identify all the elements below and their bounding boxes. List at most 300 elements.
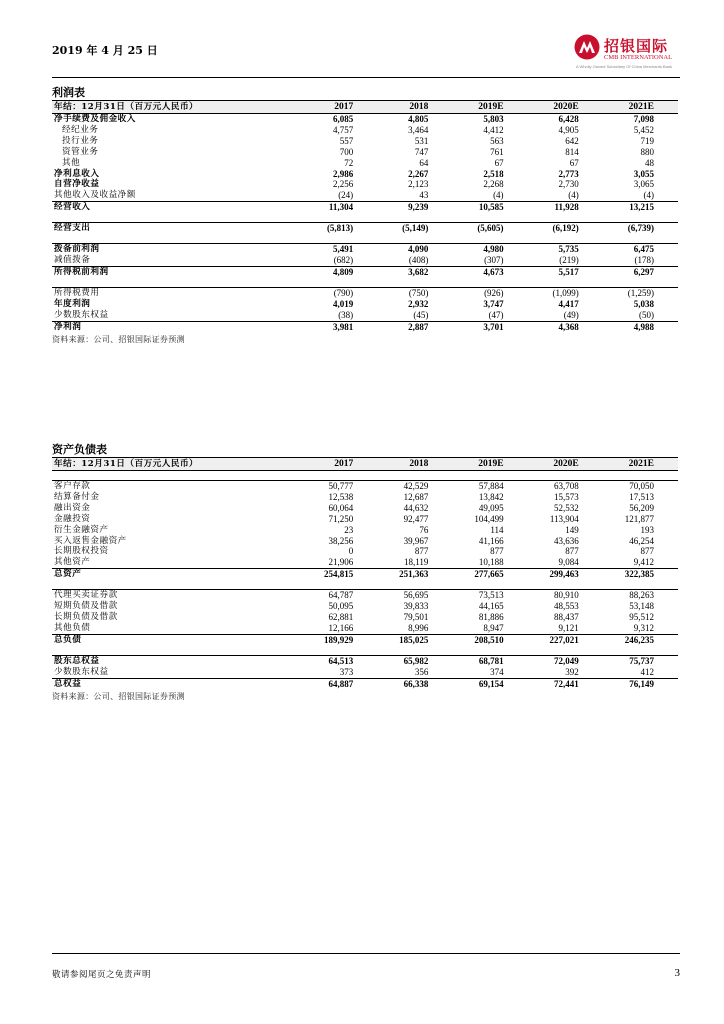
balance-sheet-section: [52, 441, 678, 702]
value-cell: 62,881: [328, 611, 354, 622]
value-cell: 92,477: [403, 513, 429, 524]
value-cell: 277,665: [452, 569, 527, 580]
value-cell: 113,904: [549, 513, 579, 524]
value-cell: 44,632: [403, 502, 429, 513]
value-cell: 81,886: [478, 611, 504, 622]
table-row: [52, 299, 678, 310]
value-cell: (6,739): [603, 223, 678, 234]
value-cell: 18,119: [403, 557, 429, 568]
row-label: 自营净收益: [54, 179, 100, 190]
spacer-cell: [528, 646, 603, 656]
page-number: 3: [674, 967, 680, 979]
spacer-cell: [377, 580, 452, 590]
table-row: [52, 514, 678, 525]
table-row: [52, 525, 678, 536]
row-label: 融出资金: [54, 502, 91, 513]
row-label: 结算备付金: [54, 491, 100, 502]
value-cell: 877: [414, 546, 429, 557]
row-label: 总资产: [52, 569, 302, 580]
value-cell: 412: [640, 666, 654, 677]
value-cell: 2,773: [558, 168, 579, 179]
spacer-cell: [52, 471, 302, 481]
value-cell: (926): [452, 287, 527, 298]
value-cell: 114: [490, 524, 504, 535]
row-label: 净利息收入: [54, 168, 100, 179]
value-cell: 2,932: [408, 298, 429, 309]
spacer-cell: [52, 580, 302, 590]
value-cell: 12,538: [328, 491, 354, 502]
value-cell: 2,887: [377, 321, 452, 332]
value-cell: 41,166: [478, 535, 504, 546]
table-row: [52, 287, 678, 298]
value-cell: 392: [565, 666, 579, 677]
value-cell: (178): [634, 254, 654, 265]
spacer-row: [52, 213, 678, 223]
spacer-cell: [528, 213, 603, 223]
value-cell: (219): [559, 254, 579, 265]
year-header: 2020E: [528, 458, 603, 471]
value-cell: 246,235: [603, 634, 678, 645]
value-cell: 64,787: [302, 590, 377, 601]
value-cell: 356: [414, 666, 429, 677]
value-cell: 3,464: [408, 124, 429, 135]
value-cell: 23: [344, 524, 354, 535]
table-row: [52, 321, 678, 332]
value-cell: 4,805: [377, 114, 452, 125]
spacer-cell: [302, 471, 377, 481]
table-row: [52, 179, 678, 190]
spacer-cell: [603, 646, 678, 656]
value-cell: 5,517: [528, 266, 603, 277]
row-label: 其他: [62, 157, 81, 168]
value-cell: 299,463: [528, 569, 603, 580]
period-label: 年结：12月31日（百万元人民币）: [52, 101, 302, 114]
row-label: 经纪业务: [62, 124, 99, 135]
spacer-cell: [603, 580, 678, 590]
spacer-cell: [528, 580, 603, 590]
spacer-cell: [377, 646, 452, 656]
value-cell: 531: [414, 135, 429, 146]
value-cell: (38): [338, 309, 354, 320]
value-cell: 53,148: [629, 601, 654, 612]
year-header: 2021E: [603, 101, 678, 114]
value-cell: 6,475: [603, 244, 678, 255]
spacer-cell: [452, 646, 527, 656]
value-cell: 72: [344, 157, 354, 168]
table-row: [52, 136, 678, 147]
spacer-cell: [603, 213, 678, 223]
value-cell: 64: [419, 157, 429, 168]
value-cell: 877: [565, 546, 579, 557]
value-cell: 563: [490, 135, 504, 146]
value-cell: 8,947: [483, 622, 504, 633]
value-cell: 4,905: [558, 124, 579, 135]
value-cell: 6,085: [302, 114, 377, 125]
table-row: [52, 557, 678, 568]
period-label: 年结：12月31日（百万元人民币）: [52, 458, 302, 471]
value-cell: 88,263: [603, 590, 678, 601]
value-cell: (24): [338, 190, 354, 201]
value-cell: 79,501: [403, 611, 429, 622]
logo-tagline: A Wholly Owned Subsidiary Of China Merchants Bank: [576, 64, 673, 69]
value-cell: 69,154: [452, 678, 527, 689]
value-cell: 67: [494, 157, 504, 168]
value-cell: 2,268: [483, 179, 504, 190]
footer-divider: [52, 953, 680, 954]
value-cell: 68,781: [452, 655, 527, 666]
table-row: [52, 546, 678, 557]
spacer-cell: [452, 234, 527, 244]
balance-sheet-table: [52, 457, 678, 689]
value-cell: 11,928: [528, 202, 603, 213]
value-cell: 374: [490, 666, 504, 677]
spacer-row: [52, 234, 678, 244]
value-cell: 761: [490, 146, 504, 157]
row-label: 少数股东权益: [54, 666, 109, 677]
value-cell: 15,573: [554, 491, 579, 502]
row-label: 所得税前利润: [52, 266, 302, 277]
value-cell: 42,529: [377, 481, 452, 492]
value-cell: 9,412: [633, 557, 654, 568]
balance-sheet-title: 资产负债表: [52, 443, 107, 456]
value-cell: 9,121: [558, 622, 579, 633]
logo-english-name: CMB INTERNATIONAL: [604, 54, 673, 61]
value-cell: 373: [339, 666, 354, 677]
table-row: [52, 244, 678, 255]
value-cell: 13,215: [603, 202, 678, 213]
value-cell: 65,982: [377, 655, 452, 666]
value-cell: 121,877: [624, 513, 654, 524]
table-row: [52, 481, 678, 492]
value-cell: 0: [348, 546, 354, 557]
value-cell: (4): [493, 190, 504, 201]
spacer-cell: [452, 580, 527, 590]
row-label: 减值拨备: [54, 254, 91, 265]
table-row: [52, 634, 678, 645]
value-cell: 4,368: [528, 321, 603, 332]
spacer-cell: [528, 234, 603, 244]
value-cell: 48,553: [554, 601, 579, 612]
value-cell: (5,149): [377, 223, 452, 234]
value-cell: 5,735: [528, 244, 603, 255]
value-cell: 185,025: [377, 634, 452, 645]
year-header: 2019E: [452, 101, 527, 114]
value-cell: 251,363: [377, 569, 452, 580]
spacer-cell: [603, 234, 678, 244]
value-cell: (682): [333, 254, 354, 265]
value-cell: 4,417: [558, 298, 579, 309]
value-cell: 227,021: [528, 634, 603, 645]
row-label: 年度利润: [54, 298, 91, 309]
value-cell: 72,441: [528, 678, 603, 689]
value-cell: 13,842: [478, 491, 504, 502]
row-label: 代理买卖证券款: [52, 590, 302, 601]
value-cell: 75,737: [603, 655, 678, 666]
value-cell: 4,980: [452, 244, 527, 255]
table-row: [52, 623, 678, 634]
value-cell: 9,312: [633, 622, 654, 633]
value-cell: 6,428: [528, 114, 603, 125]
value-cell: 3,981: [302, 321, 377, 332]
table-row: [52, 503, 678, 514]
value-cell: (5,605): [452, 223, 527, 234]
value-cell: 3,682: [377, 266, 452, 277]
value-cell: 5,452: [633, 124, 654, 135]
spacer-cell: [377, 471, 452, 481]
spacer-cell: [528, 471, 603, 481]
income-statement-section: [52, 84, 678, 345]
row-label: 金融投资: [54, 513, 91, 524]
value-cell: 76: [419, 524, 429, 535]
spacer-cell: [603, 278, 678, 288]
value-cell: 43,636: [554, 535, 579, 546]
value-cell: 21,906: [328, 557, 354, 568]
row-label: 拨备前利润: [52, 244, 302, 255]
row-label: 买入返售金融资产: [54, 535, 127, 546]
value-cell: 322,385: [603, 569, 678, 580]
spacer-cell: [452, 213, 527, 223]
row-label: 净利润: [52, 321, 302, 332]
value-cell: 2,267: [408, 168, 429, 179]
value-cell: 95,512: [629, 611, 654, 622]
value-cell: 46,254: [629, 535, 654, 546]
year-header: 2017: [302, 458, 377, 471]
spacer-row: [52, 471, 678, 481]
table-header-row: [52, 101, 678, 114]
value-cell: 8,996: [408, 622, 429, 633]
value-cell: (1,099): [528, 287, 603, 298]
table-row: [52, 114, 678, 125]
value-cell: 2,518: [483, 168, 504, 179]
logo-chinese-name: 招银国际: [604, 37, 669, 55]
spacer-cell: [52, 278, 302, 288]
value-cell: 71,250: [328, 513, 354, 524]
value-cell: (4): [568, 190, 579, 201]
income-statement-title: 利润表: [52, 86, 85, 99]
value-cell: 64,887: [302, 678, 377, 689]
table-header-row: [52, 458, 678, 471]
row-label: 总权益: [52, 678, 302, 689]
value-cell: 3,701: [452, 321, 527, 332]
value-cell: 48: [645, 157, 654, 168]
balance-source-note: 资料来源：公司、招银国际证券预测: [52, 692, 185, 702]
value-cell: 44,165: [478, 601, 504, 612]
row-label: 经营支出: [52, 223, 302, 234]
cmb-logo-icon: [574, 34, 600, 60]
value-cell: 10,188: [478, 557, 504, 568]
table-row: [52, 158, 678, 169]
value-cell: (1,259): [603, 287, 678, 298]
value-cell: 149: [565, 524, 579, 535]
value-cell: 50,095: [328, 601, 354, 612]
spacer-cell: [52, 234, 302, 244]
table-row: [52, 169, 678, 180]
value-cell: 38,256: [328, 535, 354, 546]
spacer-row: [52, 580, 678, 590]
value-cell: 43: [419, 190, 429, 201]
value-cell: 39,967: [403, 535, 429, 546]
value-cell: 6,297: [603, 266, 678, 277]
spacer-cell: [452, 471, 527, 481]
value-cell: 9,239: [377, 202, 452, 213]
value-cell: 67: [569, 157, 579, 168]
spacer-cell: [452, 278, 527, 288]
value-cell: 4,988: [603, 321, 678, 332]
row-label: 经营收入: [52, 202, 302, 213]
value-cell: 66,338: [377, 678, 452, 689]
value-cell: 4,090: [377, 244, 452, 255]
value-cell: 73,513: [452, 590, 527, 601]
value-cell: 4,412: [483, 124, 504, 135]
row-label: 衍生金融资产: [54, 524, 109, 535]
table-row: [52, 147, 678, 158]
value-cell: 12,166: [328, 622, 354, 633]
value-cell: 189,929: [302, 634, 377, 645]
value-cell: 5,038: [633, 298, 654, 309]
value-cell: 49,095: [478, 502, 504, 513]
value-cell: 72,049: [528, 655, 603, 666]
value-cell: 2,256: [332, 179, 354, 190]
table-row: [52, 223, 678, 234]
year-header: 2021E: [603, 458, 678, 471]
year-header: 2019E: [452, 458, 527, 471]
value-cell: 3,747: [483, 298, 504, 309]
table-row: [52, 655, 678, 666]
value-cell: 208,510: [452, 634, 527, 645]
year-header: 2017: [302, 101, 377, 114]
income-statement-table: [52, 100, 678, 332]
spacer-cell: [302, 580, 377, 590]
table-row: [52, 202, 678, 213]
value-cell: 747: [414, 146, 429, 157]
spacer-cell: [603, 471, 678, 481]
value-cell: 4,019: [332, 298, 354, 309]
table-row: [52, 612, 678, 623]
table-row: [52, 590, 678, 601]
value-cell: (6,192): [528, 223, 603, 234]
income-source-note: 资料来源：公司、招银国际证券预测: [52, 335, 185, 345]
value-cell: 5,803: [452, 114, 527, 125]
cmbi-logo: [574, 32, 684, 76]
row-label: 客户存款: [52, 481, 302, 492]
value-cell: (4): [643, 190, 654, 201]
table-row: [52, 667, 678, 678]
spacer-cell: [52, 213, 302, 223]
value-cell: 2,123: [408, 179, 429, 190]
value-cell: 80,910: [528, 590, 603, 601]
row-label: 投行业务: [62, 135, 99, 146]
value-cell: 719: [640, 135, 654, 146]
spacer-cell: [377, 234, 452, 244]
value-cell: (750): [377, 287, 452, 298]
disclaimer-note: 敬请参阅尾页之免责声明: [52, 970, 152, 980]
value-cell: 11,304: [302, 202, 377, 213]
value-cell: (790): [302, 287, 377, 298]
row-label: 总负债: [52, 634, 302, 645]
table-row: [52, 678, 678, 689]
value-cell: 3,055: [633, 168, 654, 179]
row-label: 长期股权投资: [54, 546, 109, 557]
value-cell: 88,437: [554, 611, 579, 622]
value-cell: (50): [639, 309, 654, 320]
year-header: 2020E: [528, 101, 603, 114]
spacer-cell: [302, 278, 377, 288]
value-cell: 4,809: [302, 266, 377, 277]
value-cell: 50,777: [302, 481, 377, 492]
year-header: 2018: [377, 101, 452, 114]
row-label: 净手续费及佣金收入: [52, 114, 302, 125]
value-cell: 64,513: [302, 655, 377, 666]
row-label: 其他收入及收益净额: [54, 190, 136, 201]
row-label: 短期负债及借款: [54, 601, 118, 612]
value-cell: 39,833: [403, 601, 429, 612]
value-cell: 7,098: [603, 114, 678, 125]
spacer-cell: [52, 646, 302, 656]
table-row: [52, 569, 678, 580]
row-label: 其他资产: [54, 557, 91, 568]
value-cell: 4,757: [332, 124, 354, 135]
value-cell: 56,695: [377, 590, 452, 601]
value-cell: 104,499: [474, 513, 504, 524]
spacer-row: [52, 646, 678, 656]
table-row: [52, 125, 678, 136]
value-cell: 254,815: [302, 569, 377, 580]
value-cell: 700: [339, 146, 354, 157]
spacer-row: [52, 278, 678, 288]
value-cell: 2,986: [332, 168, 354, 179]
value-cell: 52,532: [554, 502, 579, 513]
value-cell: 12,687: [403, 491, 429, 502]
value-cell: (49): [563, 309, 579, 320]
row-label: 资管业务: [62, 146, 99, 157]
value-cell: 10,585: [452, 202, 527, 213]
value-cell: 642: [565, 135, 579, 146]
row-label: 少数股东权益: [54, 309, 109, 320]
value-cell: (408): [408, 254, 429, 265]
value-cell: (5,813): [302, 223, 377, 234]
value-cell: (307): [484, 254, 504, 265]
value-cell: 877: [640, 546, 654, 557]
value-cell: 57,884: [452, 481, 527, 492]
table-row: [52, 492, 678, 503]
value-cell: 2,730: [558, 179, 579, 190]
table-row: [52, 255, 678, 266]
value-cell: 76,149: [603, 678, 678, 689]
row-label: 股东总权益: [52, 655, 302, 666]
row-label: 长期负债及借款: [54, 611, 118, 622]
value-cell: 193: [640, 524, 654, 535]
value-cell: 60,064: [328, 502, 354, 513]
table-row: [52, 601, 678, 612]
header-divider: [52, 77, 680, 78]
row-label: 其他负债: [54, 622, 91, 633]
value-cell: 3,065: [633, 179, 654, 190]
value-cell: 557: [339, 135, 354, 146]
value-cell: 814: [565, 146, 579, 157]
value-cell: 4,673: [452, 266, 527, 277]
value-cell: 880: [640, 146, 654, 157]
value-cell: 56,209: [629, 502, 654, 513]
value-cell: 5,491: [302, 244, 377, 255]
table-row: [52, 190, 678, 201]
value-cell: 63,708: [528, 481, 603, 492]
value-cell: (47): [488, 309, 504, 320]
spacer-cell: [302, 213, 377, 223]
value-cell: 70,050: [603, 481, 678, 492]
spacer-cell: [377, 213, 452, 223]
table-row: [52, 266, 678, 277]
spacer-cell: [302, 646, 377, 656]
